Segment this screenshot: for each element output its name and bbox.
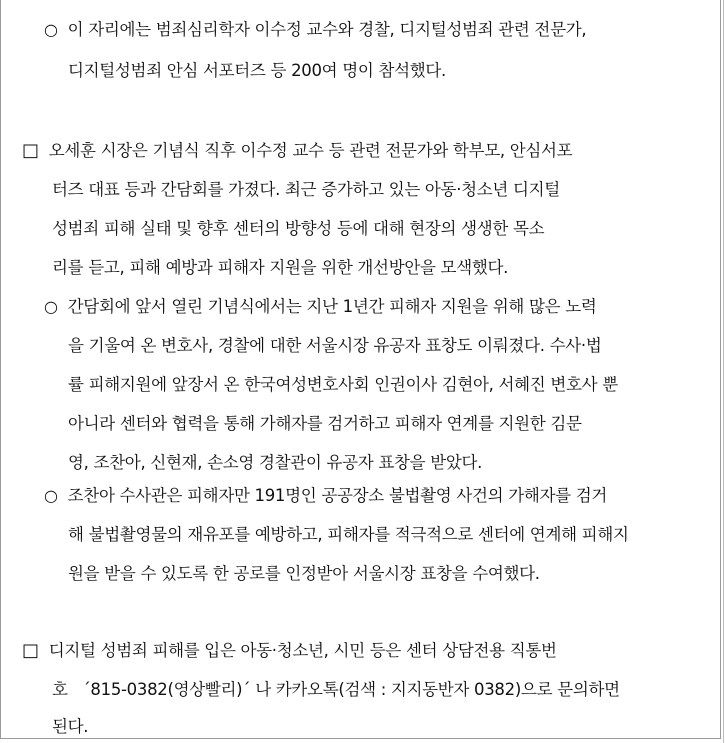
paragraph-line: 률 피해지원에 앞장서 온 한국여성변호사회 인권이사 김현아, 서혜진 변호사 뿐 xyxy=(68,375,618,394)
bullet-paragraph-line xyxy=(22,640,557,662)
paragraph-line: 영, 조찬아, 신현재, 손소영 경찰관이 유공자 표창을 받았다. xyxy=(68,453,483,472)
circle-bullet-icon: ○ xyxy=(44,20,58,39)
scrollbar-edge xyxy=(723,0,724,743)
paragraph-line: 호 ´815-0382(영상빨리)´ 나 카카오톡(검색 : 지지동반자 0382)으로 문의하면 xyxy=(52,680,620,699)
paragraph-line: 아니라 센터와 협력을 통해 가해자를 검거하고 피해자 연계를 지원한 김문 xyxy=(68,414,582,433)
paragraph-line: 터즈 대표 등과 간담회를 가졌다. 최근 증가하고 있는 아동·청소년 디지털 xyxy=(52,180,560,199)
paragraph-text: 디지털 성범죄 피해를 입은 아동·청소년, 시민 등은 센터 상담전용 직통번 xyxy=(48,641,557,660)
paragraph-line: 성범죄 피해 실태 및 향후 센터의 방향성 등에 대해 현장의 생생한 목소 xyxy=(52,219,545,238)
paragraph-line: 된다. xyxy=(52,717,89,736)
square-bullet-icon: □ xyxy=(22,140,39,161)
paragraph-line: 을 기울여 온 변호사, 경찰에 대한 서울시장 유공자 표창도 이뤄졌다. 수사·법 xyxy=(68,336,602,355)
paragraph-text: 간담회에 앞서 열린 기념식에서는 지난 1년간 피해자 지원을 위해 많은 노력 xyxy=(67,297,597,316)
paragraph-text: 조찬아 수사관은 피해자만 191명인 공공장소 불법촬영 사건의 가해자를 검거 xyxy=(67,486,607,505)
paragraph-line: 원을 받을 수 있도록 한 공로를 인정받아 서울시장 표창을 수여했다. xyxy=(68,564,540,583)
paragraph-text: 이 자리에는 범죄심리학자 이수정 교수와 경찰, 디지털성범죄 관련 전문가, xyxy=(67,20,587,39)
bullet-paragraph-line xyxy=(22,140,702,162)
paragraph-line: 리를 듣고, 피해 예방과 피해자 지원을 위한 개선방안을 모색했다. xyxy=(52,258,509,277)
paragraph-line: 해 불법촬영물의 재유포를 예방하고, 피해자를 적극적으로 센터에 연계해 피해지 xyxy=(68,525,629,544)
circle-bullet-icon: ○ xyxy=(44,486,58,505)
circle-bullet-icon: ○ xyxy=(44,297,58,316)
paragraph-text: 오세훈 시장은 기념식 직후 이수정 교수 등 관련 전문가와 학부모, 안심서포 xyxy=(48,141,573,160)
paragraph-line: 디지털성범죄 안심 서포터즈 등 200여 명이 참석했다. xyxy=(68,61,446,80)
bullet-paragraph-line xyxy=(44,485,607,507)
bullet-paragraph-line xyxy=(44,296,597,318)
bullet-paragraph-line xyxy=(44,19,704,41)
square-bullet-icon: □ xyxy=(22,640,39,661)
